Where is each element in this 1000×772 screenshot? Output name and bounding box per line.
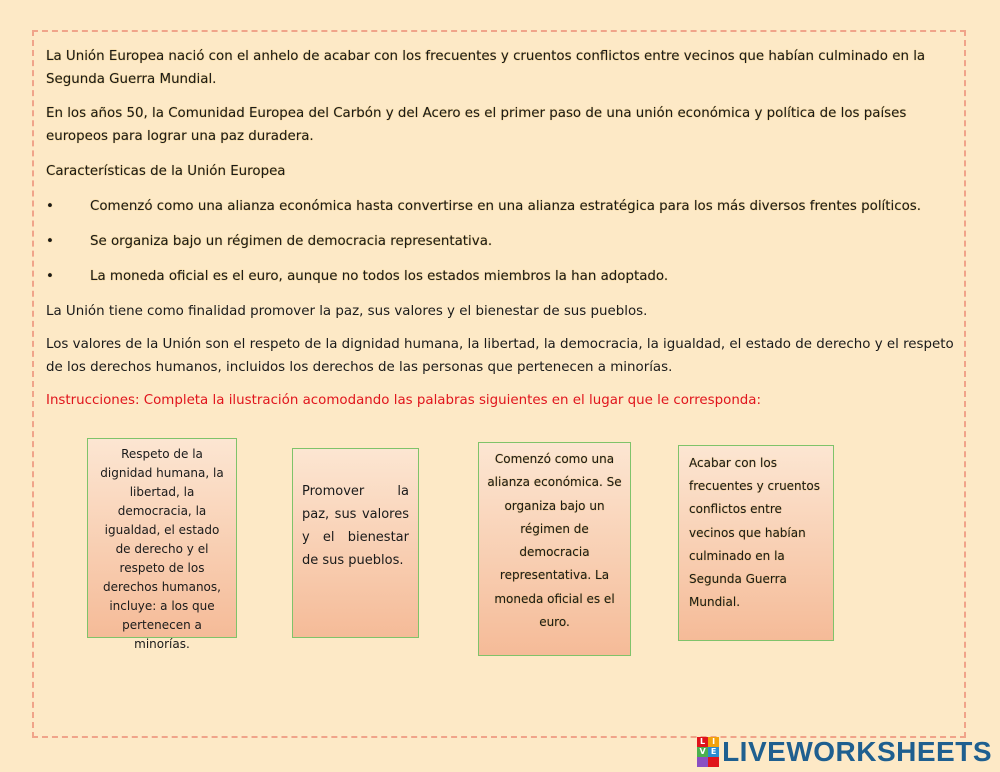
- bullet-text: Comenzó como una alianza económica hasta convertirse en una alianza estratégica para los más diversos frentes políticos.: [90, 199, 922, 214]
- paragraph-values: Los valores de la Unión son el respeto de la dignidad humana, la libertad, la democracia, la igualdad, el estado de derecho y el respeto de los derechos humanos, incluidos los derechos de las personas que pertenecen a minorías.: [46, 337, 954, 375]
- bullet-marker: •: [46, 199, 54, 214]
- answer-card-characteristics[interactable]: Comenzó como una alianza económica. Se organiza bajo un régimen de democracia representativa. La moneda oficial es el euro.: [478, 442, 631, 656]
- logo-text: LIVEWORKSHEETS: [722, 736, 992, 767]
- paragraph-ceca: En los años 50, la Comunidad Europea del Carbón y del Acero es el primer paso de una unión económica y política de los países europeos para lograr una paz duradera.: [46, 106, 907, 144]
- bullet-text: La moneda oficial es el euro, aunque no todos los estados miembros la han adoptado.: [90, 269, 669, 284]
- answer-card-purpose[interactable]: Promover la paz, sus valores y el bienestar de sus pueblos.: [292, 448, 419, 638]
- bullet-text: Se organiza bajo un régimen de democracia representativa.: [90, 234, 493, 249]
- bullet-marker: •: [46, 234, 54, 249]
- logo-letter: I: [708, 737, 719, 747]
- logo-letter: L: [697, 737, 708, 747]
- answer-card-origin[interactable]: Acabar con los frecuentes y cruentos conflictos entre vecinos que habían culminado en la Segunda Guerra Mundial.: [678, 445, 834, 641]
- worksheet-text: [46, 45, 958, 412]
- paragraph-purpose: La Unión tiene como finalidad promover la paz, sus valores y el bienestar de sus pueblos.: [46, 304, 648, 319]
- logo-letter: E: [708, 747, 719, 757]
- logo-letter: V: [697, 747, 708, 757]
- bullet-item: [46, 265, 958, 288]
- answer-card-values[interactable]: Respeto de la dignidad humana, la libertad, la democracia, la igualdad, el estado de derecho y el respeto de los derechos humanos, incluye: a los que pertenecen a minorías.: [87, 438, 237, 638]
- logo-mark-icon: [697, 737, 719, 767]
- instructions-text: Instrucciones: Completa la ilustración acomodando las palabras siguientes en el lugar que le corresponda:: [46, 393, 762, 408]
- section-heading: Características de la Unión Europea: [46, 164, 286, 179]
- bullet-item: [46, 195, 958, 218]
- liveworksheets-logo: [697, 735, 992, 769]
- bullet-marker: •: [46, 269, 54, 284]
- paragraph-origin: La Unión Europea nació con el anhelo de acabar con los frecuentes y cruentos conflictos entre vecinos que habían culminado en la Segunda Guerra Mundial.: [46, 49, 926, 87]
- bullet-item: [46, 230, 958, 253]
